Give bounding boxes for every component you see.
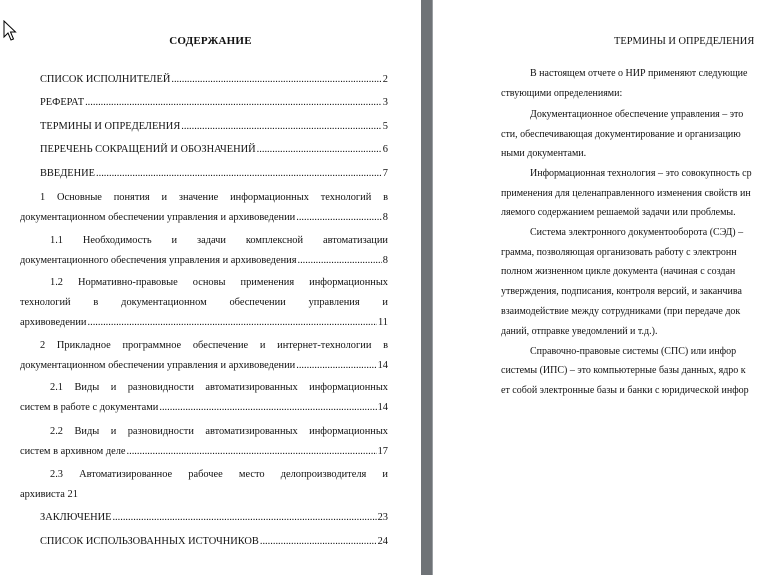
- paragraph-line: сти, обеспечивающая документирование и организацию: [501, 129, 741, 140]
- toc-page-number: 24: [377, 536, 388, 547]
- toc-line: [40, 143, 388, 156]
- toc-line-text: систем в работе с документами: [20, 402, 159, 413]
- toc-line: [40, 535, 388, 548]
- toc-page-number: 11: [377, 317, 388, 328]
- toc-page-number: 8: [382, 212, 388, 223]
- dot-leader: [297, 254, 381, 267]
- toc-page-number: 6: [382, 144, 388, 155]
- toc-line-text: систем в архивном деле: [20, 446, 126, 457]
- paragraph-line: полном жизненном цикле документа (начиная с создан: [501, 266, 736, 277]
- toc-line-text: 1.1 Необходимость и задачи комплексной автоматизации: [50, 235, 388, 246]
- toc-line-text: 1 Основные понятия и значение информационных технологий в: [40, 192, 388, 203]
- toc-line-text: документационного обеспечения управления и архивоведения: [20, 255, 297, 266]
- toc-line: [40, 73, 388, 86]
- toc-page-number: 17: [377, 446, 388, 457]
- toc-line: [40, 96, 388, 109]
- toc-line: [40, 167, 388, 180]
- toc-line-text: документационном обеспечении управления и архивоведении: [20, 360, 296, 371]
- toc-page-number: 23: [377, 512, 388, 523]
- toc-page-number: 8: [382, 255, 388, 266]
- dot-leader: [257, 143, 382, 156]
- paragraph-line: применения для целенаправленного изменения свойств ин: [501, 188, 751, 199]
- dot-leader: [260, 535, 377, 548]
- toc-line: [20, 254, 388, 267]
- toc-line-text: 2.3 Автоматизированное рабочее место делопроизводителя и: [50, 469, 388, 480]
- toc-line: [20, 445, 388, 458]
- paragraph-line: Информационная технология – это совокупность ср: [530, 168, 752, 179]
- toc-line-text: СПИСОК ИСПОЛЬЗОВАННЫХ ИСТОЧНИКОВ: [40, 536, 259, 547]
- toc-line-text: ЗАКЛЮЧЕНИЕ: [40, 512, 112, 523]
- paragraph-line: ет собой электронные базы и банки с юридической инфор: [501, 385, 749, 396]
- paragraph-line: даний, отправке уведомлений и т.д.).: [501, 326, 658, 337]
- dot-leader: [96, 167, 382, 180]
- toc-line-text: РЕФЕРАТ: [40, 97, 85, 108]
- paragraph-line: Документационное обеспечение управления – это: [530, 109, 744, 120]
- dot-leader: [296, 211, 382, 224]
- toc-line: [20, 401, 388, 414]
- toc-line-text: 2.2 Виды и разновидности автоматизированных информационных: [50, 426, 388, 437]
- document-page-right: [433, 0, 781, 575]
- page-title-contents: СОДЕРЖАНИЕ: [169, 35, 252, 47]
- toc-line-text: 1.2 Нормативно-правовые основы применения информационных: [50, 277, 388, 288]
- paragraph-line: Система электронного документооборота (СЭД) –: [530, 227, 744, 238]
- toc-line-text: ПЕРЕЧЕНЬ СОКРАЩЕНИЙ И ОБОЗНАЧЕНИЙ: [40, 144, 256, 155]
- toc-line-text: ВВЕДЕНИЕ: [40, 168, 95, 179]
- toc-line: [20, 359, 388, 372]
- toc-line: [40, 120, 388, 133]
- paragraph-line: ляемого содержанием решаемой задачи или проблемы.: [501, 207, 736, 218]
- paragraph-line: взаимодействие между сотрудниками (при передаче док: [501, 306, 741, 317]
- mouse-pointer-icon: [3, 20, 17, 42]
- toc-line-text: 2.1 Виды и разновидности автоматизированных информационных: [50, 382, 388, 393]
- paragraph-line: системы (ИПС) – это компьютерные базы данных, ядро к: [501, 365, 746, 376]
- toc-line: [20, 211, 388, 224]
- dot-leader: [171, 73, 381, 86]
- toc-page-number: 7: [382, 168, 388, 179]
- toc-page-number: 14: [377, 360, 388, 371]
- toc-page-number: 2: [382, 74, 388, 85]
- toc-line-text: документационном обеспечении управления и архивоведении: [20, 212, 296, 223]
- dot-leader: [296, 359, 376, 372]
- dot-leader: [127, 445, 377, 458]
- toc-page-number: 3: [382, 97, 388, 108]
- paragraph-line: ствующими определениями:: [501, 88, 623, 99]
- dot-leader: [85, 96, 382, 109]
- toc-line: [20, 316, 388, 329]
- dot-leader: [88, 316, 377, 329]
- toc-line-text: СПИСОК ИСПОЛНИТЕЛЕЙ: [40, 74, 171, 85]
- toc-line-text: архивоведении: [20, 317, 87, 328]
- dot-leader: [159, 401, 376, 414]
- toc-line-text: 2 Прикладное программное обеспечение и интернет-технологии в: [40, 340, 388, 351]
- paragraph-line: утверждения, подписания, контроля версий, и заканчива: [501, 286, 742, 297]
- page-title-terms: ТЕРМИНЫ И ОПРЕДЕЛЕНИЯ: [614, 36, 755, 47]
- toc-line-text: ТЕРМИНЫ И ОПРЕДЕЛЕНИЯ: [40, 121, 181, 132]
- paragraph-line: ными документами.: [501, 148, 587, 159]
- paragraph-line: грамма, позволяющая организовать работу с электронн: [501, 247, 737, 258]
- toc-line-text: технологий в документационном обеспечении управления и: [20, 297, 388, 308]
- paragraph-line: В настоящем отчете о НИР применяют следующие: [530, 68, 748, 79]
- dot-leader: [112, 511, 376, 524]
- paragraph-line: Справочно-правовые системы (СПС) или инфор: [530, 346, 737, 357]
- dot-leader: [181, 120, 382, 133]
- toc-line: [40, 511, 388, 524]
- toc-page-number: 5: [382, 121, 388, 132]
- toc-page-number: 14: [377, 402, 388, 413]
- toc-line-text: архивиста 21: [20, 489, 78, 500]
